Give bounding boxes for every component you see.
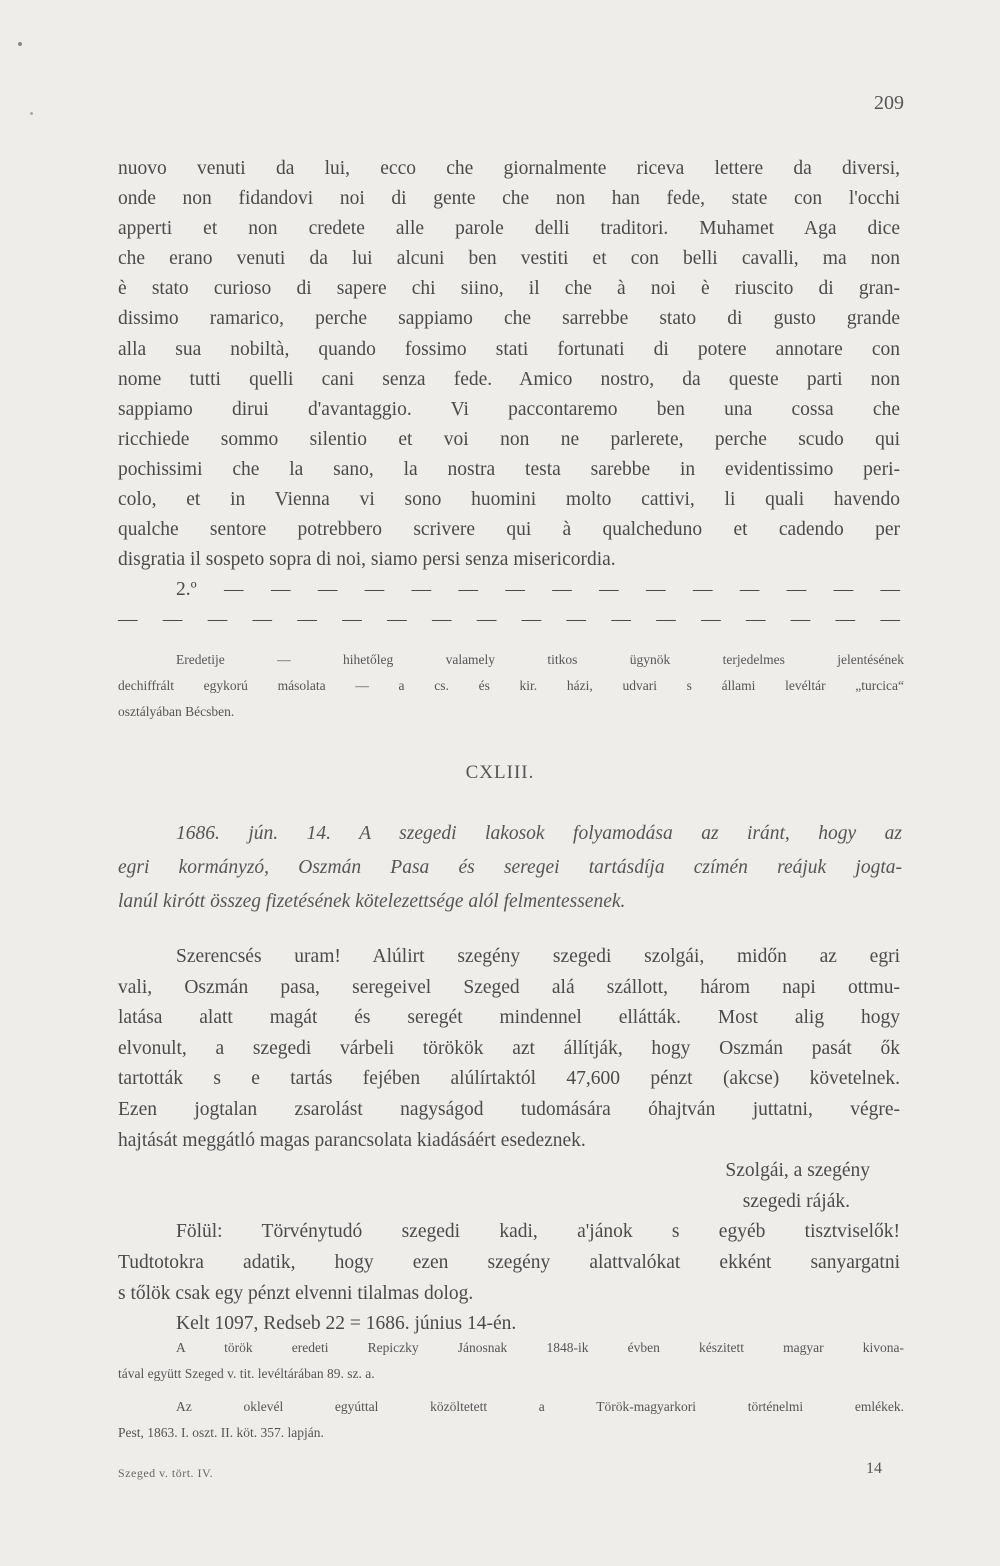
document-number-heading: CXLIII. bbox=[465, 762, 535, 783]
document-summary bbox=[118, 817, 902, 919]
note-line: A török eredeti Repiczky Jánosnak 1848-ik évben készitett magyar kivona- bbox=[176, 1340, 904, 1355]
note-line: osztályában Bécsben. bbox=[118, 704, 235, 719]
note-line: tával együtt Szeged v. tit. levéltárában 89. sz. a. bbox=[118, 1366, 375, 1381]
note-line: Eredetije — hihetőleg valamely titkos ügynök terjedelmes jelentésének bbox=[176, 652, 904, 667]
text-line: tartották s e tartás fejében alúlírtaktól 47,600 pénzt (akcse) követelnek. bbox=[118, 1068, 900, 1090]
text-line: latása alatt magát és seregét mindennel ellátták. Most alig hogy bbox=[118, 1007, 900, 1029]
source-note bbox=[118, 1335, 904, 1387]
text-line: nuovo venuti da lui, ecco che giornalmente riceva lettere da diversi, bbox=[118, 158, 900, 179]
endorsement-line: s tőlök csak egy pénzt elvenni tilalmas dolog. bbox=[118, 1282, 474, 1304]
source-note bbox=[118, 647, 904, 725]
text-line: qualche sentore potrebbero scrivere qui à qualcheduno et cadendo per bbox=[118, 519, 900, 541]
sheet-number: 14 bbox=[866, 1460, 882, 1477]
italian-letter-text bbox=[118, 154, 900, 636]
text-line: è stato curioso di sapere chi siino, il che à noi è riuscito di gran- bbox=[118, 278, 900, 300]
date-line: Kelt 1097, Redseb 22 = 1686. június 14-én. bbox=[176, 1313, 517, 1335]
endorsement-line: Fölül: Törvénytudó szegedi kadi, a'jánok s egyéb tisztviselők! bbox=[176, 1221, 900, 1243]
summary-line: 1686. jún. 14. A szegedi lakosok folyamodása az iránt, hogy az bbox=[176, 823, 902, 844]
dash-line: 2.º — — — — — — — — — — — — — — — bbox=[176, 579, 900, 601]
text-line: Szerencsés uram! Alúlirt szegény szegedi szolgái, midőn az egri bbox=[176, 946, 900, 967]
paper-speck bbox=[18, 42, 22, 46]
text-line: sappiamo dirui d'avantaggio. Vi paccontaremo ben una cossa che bbox=[118, 398, 900, 420]
text-line: onde non fidandovi noi di gente che non han fede, state con l'occhi bbox=[118, 188, 900, 210]
dash-line: — — — — — — — — — — — — — — — — — — bbox=[118, 609, 900, 631]
signature-line: Szolgái, a szegény bbox=[725, 1160, 870, 1182]
note-line: dechiffrált egykorú másolata — a cs. és kir. házi, udvari s állami levéltár „turcica“ bbox=[118, 678, 904, 693]
signature-line: szegedi ráják. bbox=[742, 1190, 850, 1212]
endorsement-line: Tudtotokra adatik, hogy ezen szegény alattvalókat ekként sanyargatni bbox=[118, 1251, 900, 1273]
summary-line: egri kormányzó, Oszmán Pasa és seregei tartásdíja czímén reájuk jogta- bbox=[118, 857, 902, 878]
text-line: ricchiede sommo silentio et voi non ne parlerete, perche scudo qui bbox=[118, 428, 900, 450]
source-note bbox=[118, 1394, 904, 1446]
text-line: hajtását meggátló magas parancsolata kiadásáért esedeznek. bbox=[118, 1129, 586, 1151]
page-number: 209 bbox=[874, 92, 904, 114]
text-line: alla sua nobiltà, quando fossimo stati fortunati di potere annotare con bbox=[118, 338, 900, 360]
text-line: che erano venuti da lui alcuni ben vestiti et con belli cavalli, ma non bbox=[118, 248, 900, 270]
note-line: Az oklevél egyúttal közöltetett a Török-magyarkori történelmi emlékek. bbox=[176, 1399, 904, 1414]
signature-mark: Szeged v. tört. IV. bbox=[118, 1466, 214, 1480]
hungarian-letter-text bbox=[118, 942, 900, 1340]
text-line: disgratia il sospeto sopra di noi, siamo persi senza misericordia. bbox=[118, 549, 616, 571]
paper-speck bbox=[30, 112, 33, 115]
text-line: colo, et in Vienna vi sono huomini molto cattivi, li quali havendo bbox=[118, 489, 900, 511]
note-line: Pest, 1863. I. oszt. II. köt. 357. lapján. bbox=[118, 1425, 324, 1440]
text-line: vali, Oszmán pasa, seregeivel Szeged alá szállott, három napi ottmu- bbox=[118, 976, 900, 998]
text-line: dissimo ramarico, perche sappiamo che sarrebbe stato di gusto grande bbox=[118, 308, 900, 330]
text-line: apperti et non credete alle parole delli traditori. Muhamet Aga dice bbox=[118, 218, 900, 240]
text-line: nome tutti quelli cani senza fede. Amico nostro, da queste parti non bbox=[118, 368, 900, 390]
text-line: Ezen jogtalan zsarolást nagyságod tudomására óhajtván juttatni, végre- bbox=[118, 1098, 900, 1120]
text-line: elvonult, a szegedi várbeli törökök azt állítják, hogy Oszmán pasát ők bbox=[118, 1037, 900, 1059]
text-line: pochissimi che la sano, la nostra testa sarebbe in evidentissimo peri- bbox=[118, 458, 900, 480]
summary-line: lanúl kirótt összeg fizetésének kötelezettsége alól felmentessenek. bbox=[118, 891, 626, 912]
